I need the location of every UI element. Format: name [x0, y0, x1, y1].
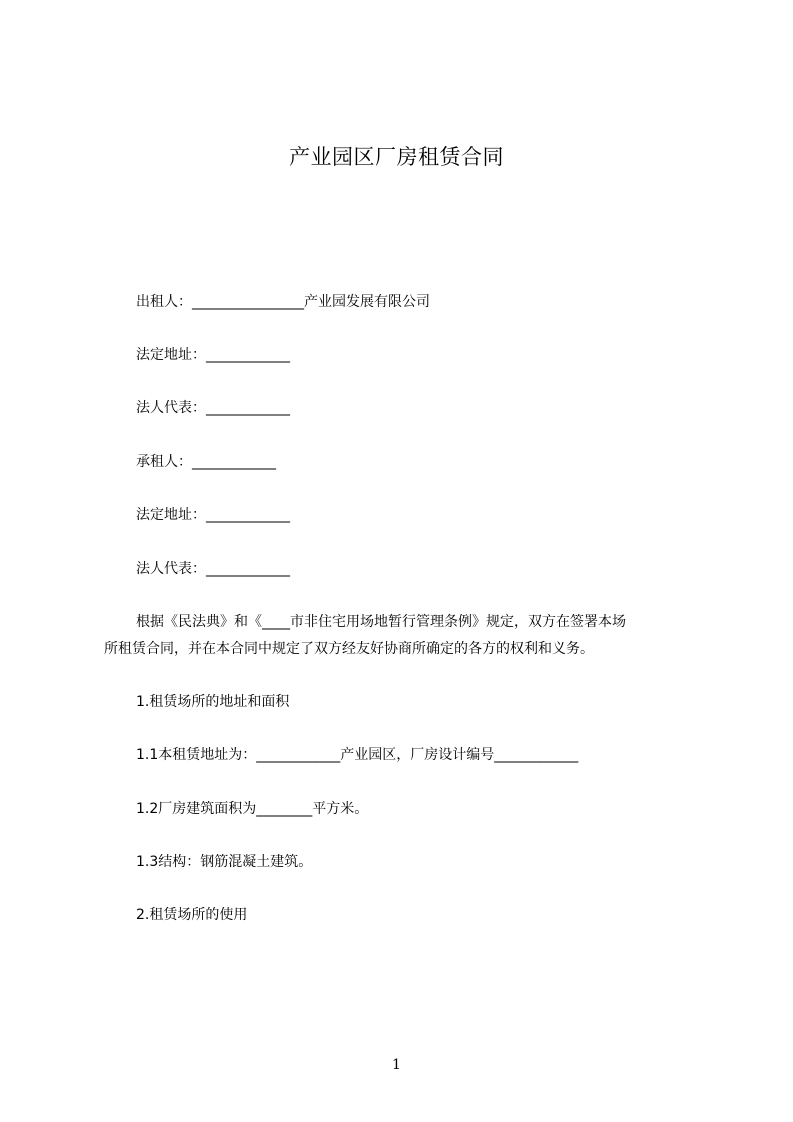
clause-1-1-blank-address: ____________ — [256, 747, 341, 763]
lessee-address-label: 法定地址： — [136, 507, 206, 523]
lessee-address-line — [136, 505, 290, 525]
lessor-representative-line — [136, 398, 290, 418]
lessee-representative-line — [136, 559, 290, 579]
clause-1-1-blank-design-number: ____________ — [494, 747, 579, 763]
lessee-representative-blank: ____________ — [206, 561, 290, 577]
lessee-address-blank: ____________ — [206, 507, 290, 523]
clause-1-1 — [136, 745, 578, 765]
clause-1-1-middle: 产业园区，厂房设计编号 — [340, 747, 495, 763]
lessor-blank: ________________ — [192, 294, 304, 310]
preamble-line-2: 所租赁合同，并在本合同中规定了双方经友好协商所确定的各方的权利和义务。 — [104, 641, 594, 657]
lessee-line — [136, 452, 276, 472]
lessor-address-label: 法定地址： — [136, 347, 206, 363]
section-2-heading: 2.租赁场所的使用 — [136, 907, 248, 923]
clause-1-1-prefix: 1.1本租赁地址为： — [136, 747, 257, 763]
section-1-heading: 1.租赁场所的地址和面积 — [136, 694, 290, 710]
lessor-address-blank: ____________ — [206, 347, 290, 363]
lessor-line — [136, 292, 430, 312]
lessor-label: 出租人： — [136, 294, 192, 310]
lessor-representative-blank: ____________ — [206, 400, 290, 416]
clause-1-2-blank-area: ________ — [256, 801, 313, 817]
lessor-address-line — [136, 345, 290, 365]
lessor-name-suffix: 产业园发展有限公司 — [304, 294, 430, 310]
lessee-label: 承租人： — [136, 454, 192, 470]
lessee-representative-label: 法人代表： — [136, 561, 206, 577]
document-title: 产业园区厂房租赁合同 — [289, 145, 504, 169]
clause-1-3: 1.3结构：钢筋混凝土建筑。 — [136, 854, 313, 870]
clause-1-2-prefix: 1.2厂房建筑面积为 — [136, 801, 257, 817]
preamble-line-1: 根据《民法典》和《____市非住宅用场地暂行管理条例》规定，双方在签署本场 — [136, 614, 626, 630]
page-number: 1 — [392, 1057, 401, 1073]
lessee-blank: ____________ — [192, 454, 276, 470]
clause-1-2-suffix: 平方米。 — [312, 801, 369, 817]
lessor-representative-label: 法人代表： — [136, 400, 206, 416]
clause-1-2 — [136, 799, 368, 819]
